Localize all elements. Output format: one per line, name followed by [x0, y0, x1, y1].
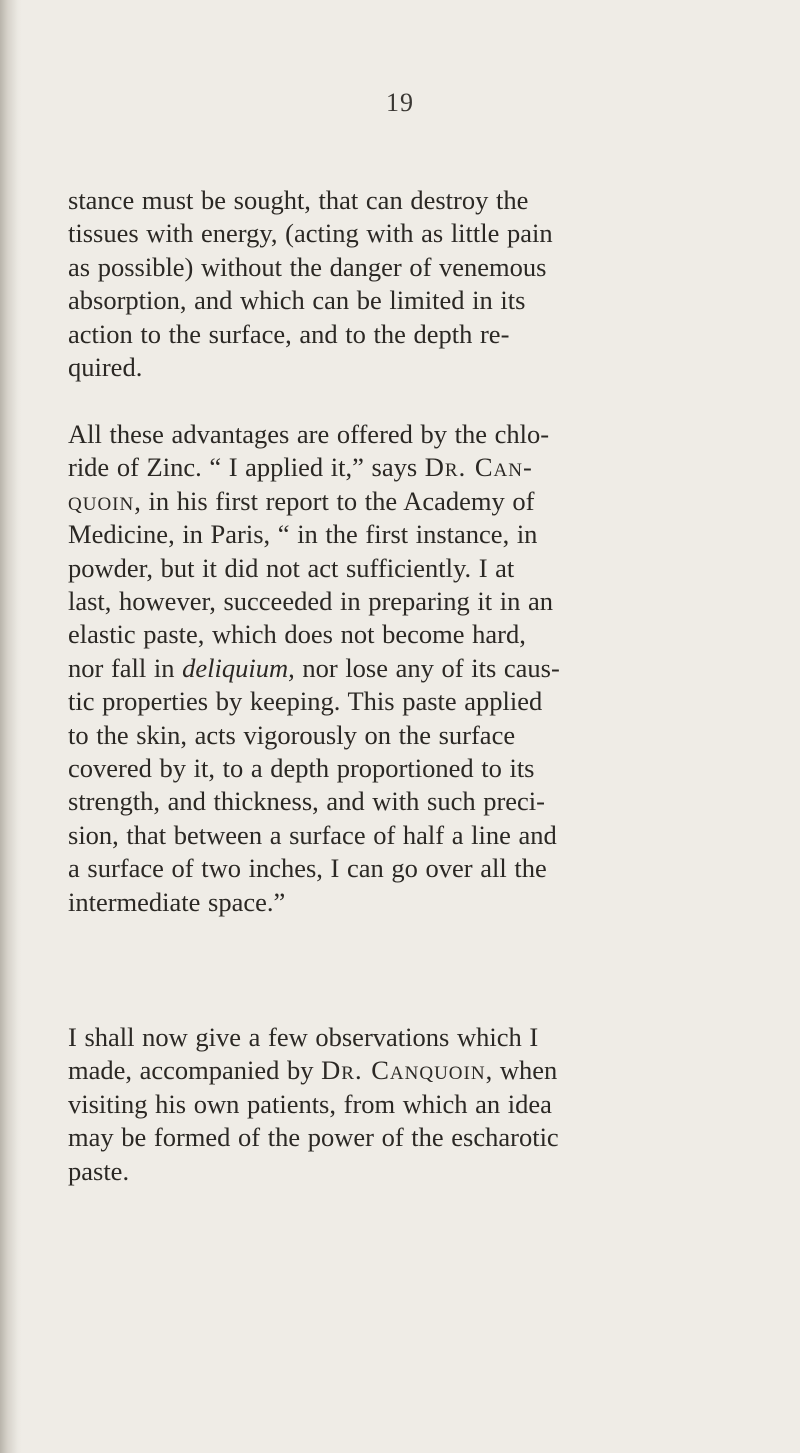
text-line: tissues with energy, (acting with as little pain — [68, 218, 553, 249]
author-name: Dr. Can- — [424, 452, 533, 483]
text-line: stance must be sought, that can destroy the — [68, 185, 529, 215]
text-line: as possible) without the danger of venemous — [68, 251, 547, 282]
text-run: nor fall in — [68, 652, 183, 683]
author-name: Dr. Canquoin — [321, 1055, 486, 1086]
text-line — [68, 485, 788, 518]
binding-gutter-shadow — [0, 0, 22, 1453]
paragraph-1 — [68, 184, 788, 384]
text-line: quired. — [68, 352, 143, 383]
page-number: 19 — [386, 88, 414, 117]
text-line: absorption, and which can be limited in its — [68, 285, 526, 316]
text-line — [68, 1054, 788, 1087]
text-run: , when — [485, 1055, 558, 1086]
paragraph-3 — [68, 1021, 788, 1188]
text-line: All these advantages are offered by the chlo- — [68, 419, 550, 449]
text-line: covered by it, to a depth proportioned to its — [68, 753, 535, 784]
italic-term: deliquium, — [182, 652, 295, 683]
text-line — [68, 451, 788, 484]
text-line: sion, that between a surface of half a line and — [68, 819, 557, 850]
text-line: to the skin, acts vigorously on the surface — [68, 719, 516, 750]
text-line: elastic paste, which does not become hard, — [68, 619, 526, 650]
text-line: visiting his own patients, from which an idea — [68, 1088, 552, 1119]
text-line: may be formed of the power of the escharotic — [68, 1122, 559, 1153]
text-line: Medicine, in Paris, “ in the first instance, in — [68, 519, 538, 550]
text-line: paste. — [68, 1155, 130, 1186]
text-line: action to the surface, and to the depth re- — [68, 318, 510, 349]
text-line — [68, 652, 788, 685]
author-name: quoin — [68, 485, 135, 516]
text-run: made, accompanied by — [68, 1055, 322, 1086]
text-run: ride of Zinc. “ I applied it,” says — [68, 452, 418, 483]
text-line: a surface of two inches, I can go over all the — [68, 853, 547, 884]
text-line: powder, but it did not act sufficiently. I at — [68, 552, 515, 583]
text-run: nor lose any of its caus- — [294, 652, 560, 683]
text-line: intermediate space.” — [68, 886, 286, 917]
text-line: I shall now give a few observations which I — [68, 1022, 539, 1052]
text-line: last, however, succeeded in preparing it in an — [68, 586, 553, 617]
text-run: , in his first report to the Academy of — [134, 485, 535, 516]
text-line: tic properties by keeping. This paste applied — [68, 686, 543, 717]
paragraph-2 — [68, 418, 788, 919]
text-line: strength, and thickness, and with such preci- — [68, 786, 545, 817]
